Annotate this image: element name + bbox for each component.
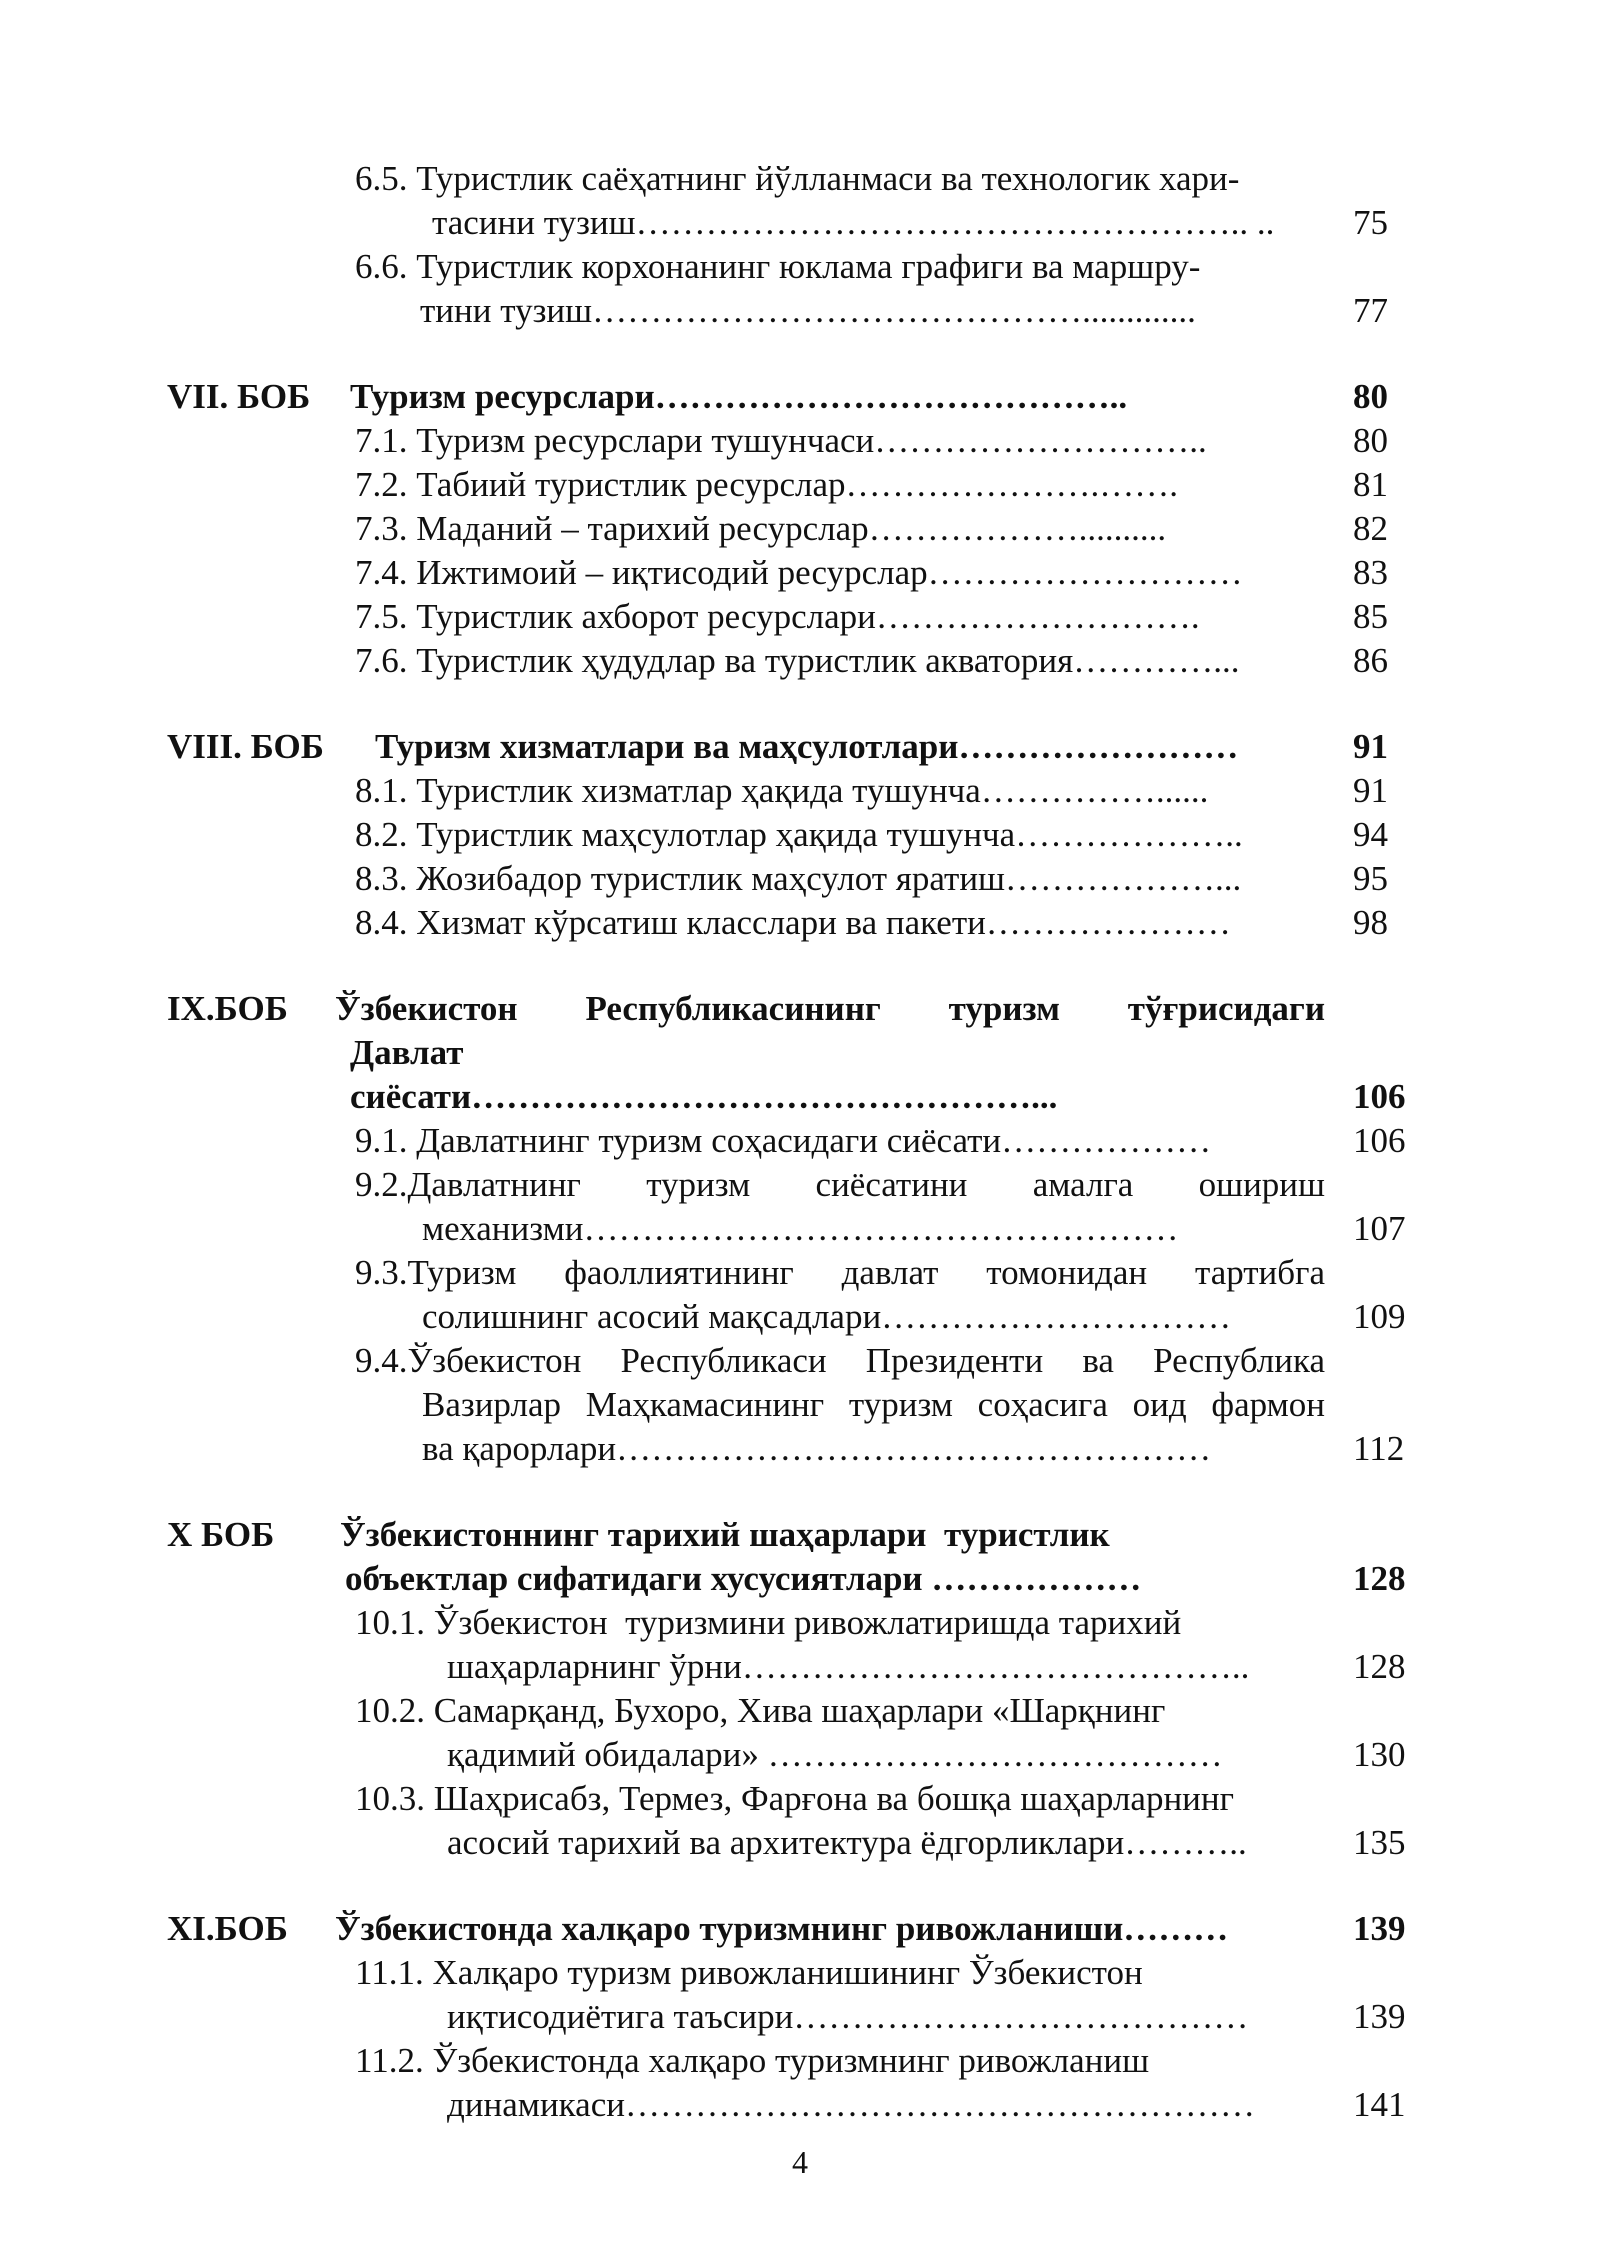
page-ref: 85 [1353,597,1388,636]
chapter-label: X БОБ [167,1515,275,1554]
toc-entry: 9.2.Давлатнинг туризм сиёсатини амалга ошириш [355,1165,1325,1204]
chapter-title: Ўзбекистон Республикасининг туризм тўғрисидаги [335,989,1325,1028]
toc-entry: 7.3. Маданий – тарихий ресурслар……………….......... [355,509,1167,548]
toc-entry-cont: механизми…………………………………………… [422,1209,1179,1248]
page-ref: 130 [1353,1735,1406,1774]
page-ref: 83 [1353,553,1388,592]
page-ref: 86 [1353,641,1388,680]
toc-entry: 10.2. Самарқанд, Бухоро, Хива шаҳарлари «Шарқнинг [355,1691,1166,1730]
toc-entry: 8.3. Жозибадор туристлик маҳсулот яратиш………………... [355,859,1242,898]
toc-entry-cont: қадимий обидалари» ………………………………… [447,1735,1223,1774]
page-ref: 80 [1353,421,1388,460]
toc-entry: 8.2. Туристлик маҳсулотлар ҳақида тушунча……………….. [355,815,1243,854]
page-ref: 107 [1353,1209,1406,1248]
chapter-title-cont: объектлар сифатидаги хусусиятлари ……………… [345,1559,1142,1598]
page-ref: 128 [1353,1559,1406,1598]
chapter-label: VIII. БОБ [167,727,324,766]
chapter-title-cont: сиёсати…………………………………………... [350,1077,1058,1116]
toc-entry: 7.5. Туристлик ахборот ресурслари………………………. [355,597,1200,636]
page-ref: 106 [1353,1077,1406,1116]
toc-entry: 11.1. Халқаро туризм ривожланишининг Ўзбекистон [355,1953,1143,1992]
toc-entry-cont: Вазирлар Маҳкамасининг туризм соҳасига оид фармон [422,1385,1325,1424]
toc-entry: 9.4.Ўзбекистон Республикаси Президенти ва Республика [355,1341,1325,1380]
page-ref: 98 [1353,903,1388,942]
page-ref: 91 [1353,771,1388,810]
page-ref: 91 [1353,727,1388,766]
toc-entry: 7.1. Туризм ресурслари тушунчаси……………………….. [355,421,1207,460]
page-ref: 128 [1353,1647,1406,1686]
toc-entry: 9.1. Давлатнинг туризм соҳасидаги сиёсати……………… [355,1121,1212,1160]
toc-entry: 7.4. Ижтимоий – иқтисодий ресурслар……………………… [355,553,1243,592]
page-ref: 75 [1353,203,1388,242]
page-ref: 82 [1353,509,1388,548]
page-ref: 139 [1353,1997,1406,2036]
page-ref: 141 [1353,2085,1406,2124]
toc-entry-6-5: 6.5. Туристлик саёҳатнинг йўлланмаси ва технологик хари- [355,159,1240,198]
page-ref: 77 [1353,291,1388,330]
chapter-label: IX.БОБ [167,989,288,1028]
page-ref: 112 [1353,1429,1405,1468]
toc-entry: 10.3. Шаҳрисабз, Термез, Фарғона ва бошқа шаҳарларнинг [355,1779,1234,1818]
toc-entry: 9.3.Туризм фаоллиятининг давлат томонидан тартибга [355,1253,1325,1292]
toc-entry-6-6: 6.6. Туристлик корхонанинг юклама графиги ва маршру- [355,247,1201,286]
chapter-title: Туризм хизматлари ва маҳсулотлари…………………… [375,727,1239,766]
page-ref: 109 [1353,1297,1406,1336]
page-ref: 106 [1353,1121,1406,1160]
page-ref: 139 [1353,1909,1406,1948]
chapter-title: Ўзбекистонда халқаро туризмнинг ривожланиши……… [335,1909,1229,1948]
page-number: 4 [792,2144,808,2180]
chapter-label: XI.БОБ [167,1909,288,1948]
page-ref: 94 [1353,815,1388,854]
toc-entry-6-6-cont: тини тузиш……………………………………............. [420,291,1196,330]
toc-entry-cont: ва қарорлари…………………………………………… [422,1429,1212,1468]
toc-entry: 7.2. Табиий туристлик ресурслар………………….……. [355,465,1179,504]
toc-entry-cont: динамикаси……………………………………………… [447,2085,1255,2124]
toc-entry: 11.2. Ўзбекистонда халқаро туризмнинг ривожланиш [355,2041,1150,2080]
toc-entry-cont: асосий тарихий ва архитектура ёдгорликлари……….. [447,1823,1247,1862]
page-ref: 95 [1353,859,1388,898]
page-ref: 135 [1353,1823,1406,1862]
toc-entry: 8.4. Хизмат кўрсатиш класслари ва пакети………………… [355,903,1231,942]
chapter-label: VII. БОБ [167,377,311,416]
toc-entry-cont: солишнинг асосий мақсадлари………………………… [422,1297,1232,1336]
toc-entry-6-5-cont: тасини тузиш…………………………………………….. .. [432,203,1275,242]
toc-entry: 7.6. Туристлик ҳудудлар ва туристлик акватория…………... [355,641,1240,680]
page-ref: 80 [1353,377,1388,416]
chapter-title-cont: Давлат [350,1033,464,1072]
toc-entry-cont: иқтисодиётига таъсири………………………………… [447,1997,1249,2036]
chapter-title: Ўзбекистоннинг тарихий шаҳарлари туристлик [340,1515,1110,1554]
chapter-title: Туризм ресурслари………………………………….. [350,377,1128,416]
toc-entry: 10.1. Ўзбекистон туризмини ривожлатиришда тарихий [355,1603,1182,1642]
toc-entry-cont: шаҳарларнинг ўрни…………………………………….. [447,1647,1250,1686]
toc-entry: 8.1. Туристлик хизматлар ҳақида тушунча……………...... [355,771,1209,810]
page-ref: 81 [1353,465,1388,504]
